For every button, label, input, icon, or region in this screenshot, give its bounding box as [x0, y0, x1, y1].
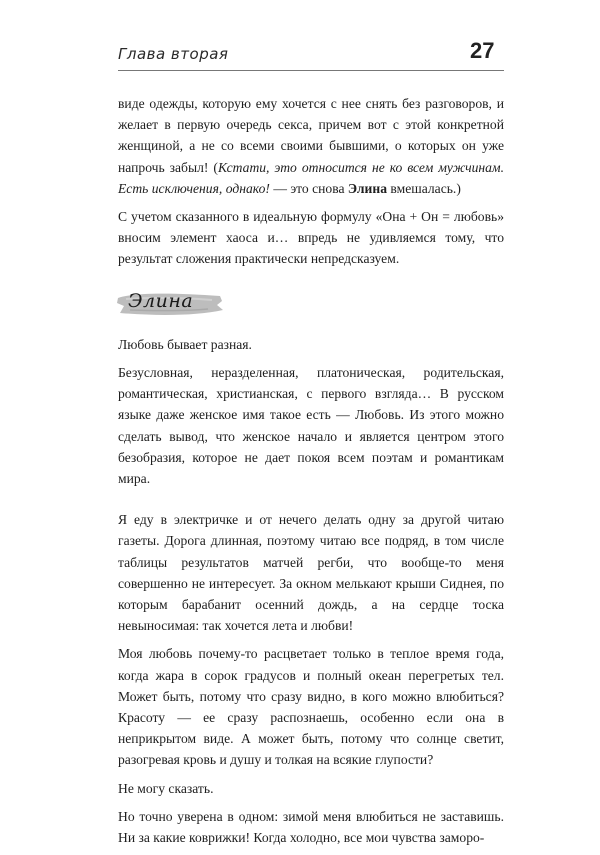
paragraph: Я еду в электричке и от нечего делать одну за другой читаю газеты. Дорога длинная, поэтому читаю все подряд, в том числе таблицы результатов матчей регби, что вообще-то меня совершенно не интересует. За окном мелькают крыши Сиднея, по которым барабанит осенний дождь, а на сердце тоска невыносимая: так хочется лета и любви! — [118, 512, 504, 634]
paragraph: виде одежды, которую ему хочется с нее снять без разговоров, и желает в первую очередь секса, причем вот с этой конкретной женщиной, а не со всеми своими бывшими, о которых он уже напрочь забыл! (Кстати, это относится не ко всем мужчинам. Есть исключения, однако! — это снова Элина вмешалась.) — [118, 96, 504, 196]
paragraph: Не могу сказать. — [118, 780, 214, 796]
paragraph: Безусловная, неразделенная, платоническая, родительская, романтическая, христианская, с первого взгляда… В русском языке даже женское имя такое есть — Любовь. Из этого можно сделать вывод, что женское начало и является центром этого безобразия, которое не дает покоя всем поэтам и романтикам мира. — [118, 365, 504, 487]
page-number: 27 — [470, 38, 495, 63]
header-rule — [118, 70, 504, 71]
paragraph: Любовь бывает разная. — [118, 336, 252, 352]
italic-aside: Кстати, это относится не ко всем мужчинам. Есть исключения, однако! — [118, 159, 504, 196]
chapter-title: Глава вторая — [118, 45, 229, 63]
paragraph: Но точно уверена в одном: зимой меня влюбиться не заставишь. Ни за какие коврижки! Когда холодно, все мои чувства заморо- — [118, 808, 504, 846]
speaker-badge-label: Элина — [128, 289, 194, 312]
page-body — [118, 93, 504, 855]
paragraph: Моя любовь почему-то расцветает только в теплое время года, когда жара в сорок градусов и полный океан перегретых тел. Может быть, потому что сразу видно, в кого можно влюбиться? Красоту — ее сразу распознаешь, особенно если она в неприкрытом виде. А может быть, потому что солнце светит, разогревая кровь и душу и толкая на всякие глупости? — [118, 646, 504, 768]
speaker-name: Элина — [347, 180, 388, 196]
paragraph: С учетом сказанного в идеальную формулу «Она + Он = любовь» вносим элемент хаоса и… впредь не удивляемся тому, что результат сложения практически непредсказуем. — [118, 209, 504, 267]
speaker-badge — [116, 289, 226, 319]
